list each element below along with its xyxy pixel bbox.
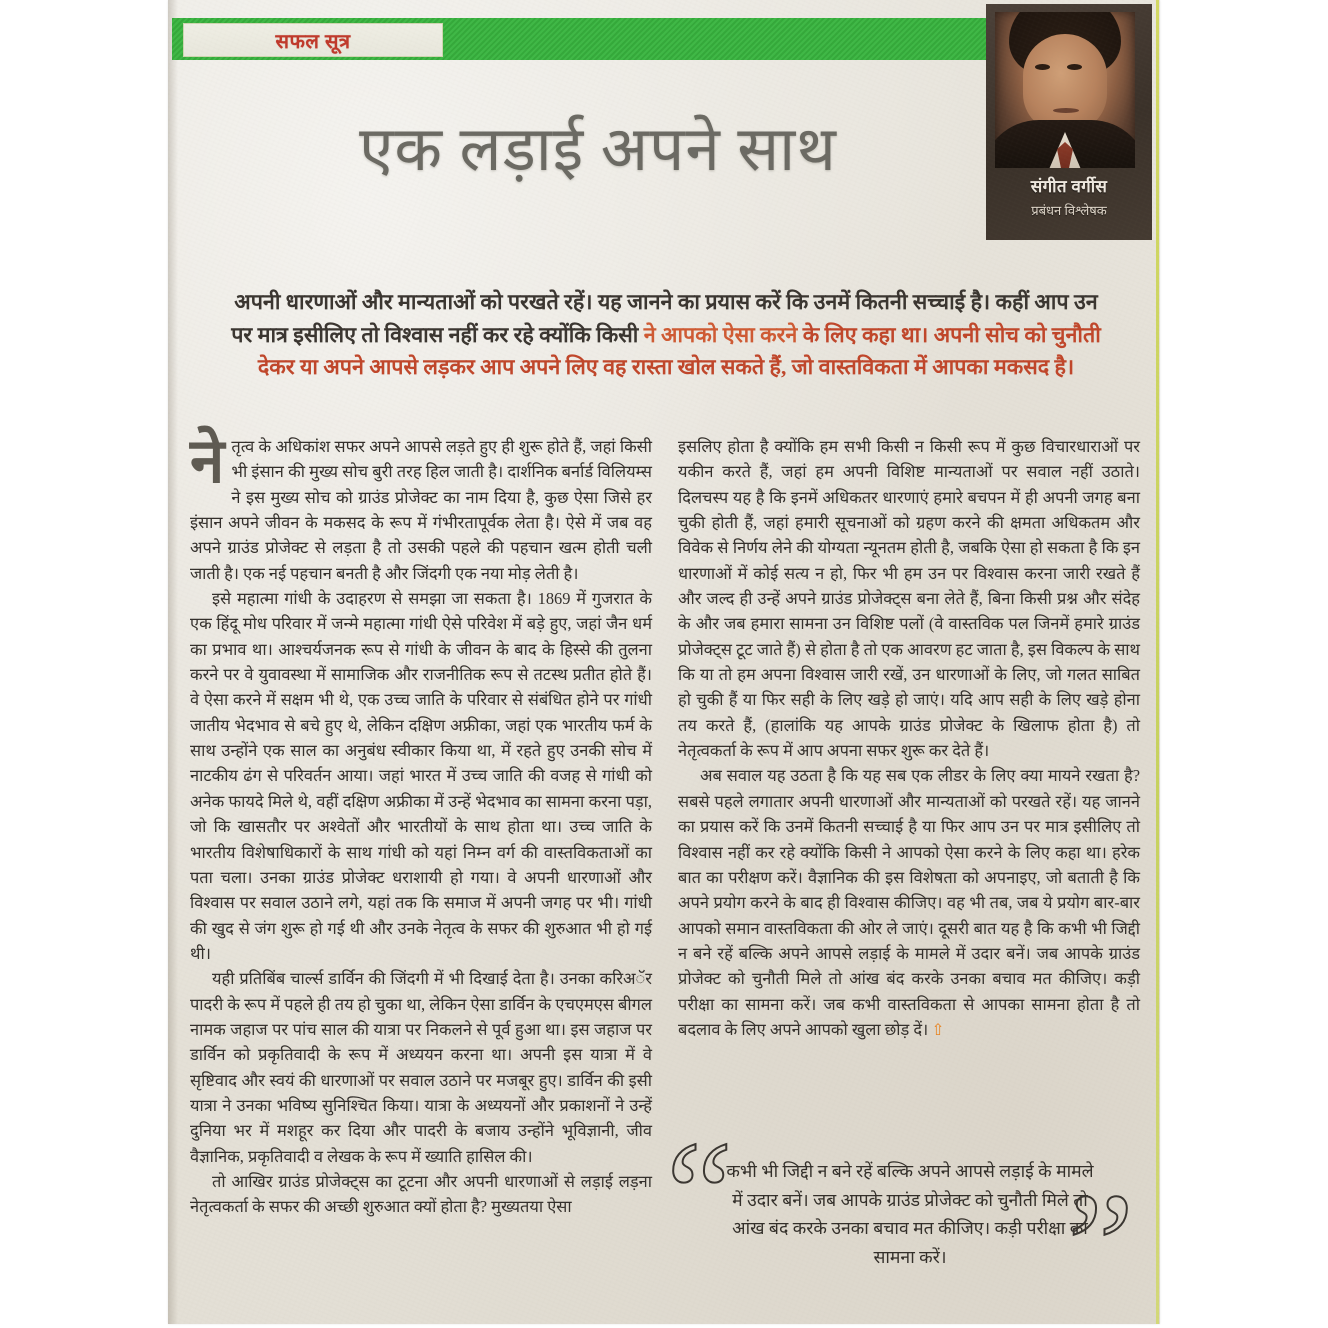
author-block [986, 4, 1152, 240]
standfirst-line-1: अपनी धारणाओं और मान्यताओं को परखते रहें। यह जानने का प्रयास करें कि उनमें कितनी सच्चाई है। [234, 290, 991, 314]
paragraph-1-text: तृत्व के अधिकांश सफर अपने आपसे लड़ते हुए ही शुरू होते हैं, जहां किसी भी इंसान की मुख्य सोच बुरी तरह हिल जाती है। दार्शनिक बर्नार्ड विलियम्स ने इस मुख्य सोच को ग्राउंड प्रोजेक्ट का नाम दिया है, कुछ ऐसा जिसे हर इंसान अपने जीवन के मकसद के रूप में गंभीरतापूर्वक लेता है। ऐसे में जब वह अपने ग्राउंड प्रोजेक्ट से लड़ता है तो उसकी पहले की पहचान खत्म होती चली जाती है। एक नई पहचान बनती है और जिंदगी एक नया मोड़ लेती है। [190, 437, 652, 583]
author-role: प्रबंधन विश्लेषक [1031, 203, 1107, 219]
end-mark-icon: ⇧ [931, 1021, 945, 1039]
paragraph-3: यही प्रतिबिंब चार्ल्स डार्विन की जिंदगी में भी दिखाई देता है। उनका करिअॅर पादरी के रूप में पहले ही तय हो चुका था, लेकिन ऐसा डार्विन के एचएमएस बीगल नामक जहाज पर पांच साल की यात्रा पर निकलने से पूर्व हुआ था। इस जहाज पर डार्विन को प्रकृतिवादी के रूप में अध्ययन करना था। अपनी इस यात्रा में वे सृष्टिवाद और स्वयं की धारणाओं पर सवाल उठाने पर मजबूर हुए। डार्विन की इसी यात्रा ने उनका भविष्य सुनिश्चित किया। यात्रा के अध्ययनों और प्रकाशनों ने उन्हें दुनिया भर में मशहूर कर दिया और पादरी के बजाय उन्होंने भूविज्ञानी, जीव वैज्ञानिक, प्रकृतिवादी व लेखक के रूप में ख्याति हासिल की। [190, 969, 652, 1166]
paragraph-5: इसलिए होता है क्योंकि हम सभी किसी न किसी रूप में कुछ विचारधाराओं पर यकीन करते हैं, जहां हम अपनी विशिष्ट मान्यताओं पर सवाल नहीं उठाते। दिलचस्प यह है कि इनमें अधिकतर धारणाएं हमारे बचपन में ही अपनी जगह बना चुकी होती हैं, जहां हमारी सूचनाओं को ग्रहण करने की क्षमता अधिकतम और विवेक से निर्णय लेने की योग्यता न्यूनतम होती है, जबकि ऐसा हो सकता है कि इन धारणाओं में कोई सत्य न हो, फिर भी हम उन पर विश्वास करना जारी रखते हैं और जल्द ही उन्हें अपने ग्राउंड प्रोजेक्ट्स बना लेते हैं, बिना किसी प्रश्न और संदेह के और जब हमारा सामना उन विशिष्ट पलों (वे वास्तविक पल जिनमें हमारे ग्राउंड प्रोजेक्ट्स टूट जाते हैं) से होता है तो एक आवरण हट जाता है, इस विकल्प के साथ कि या तो हम अपना विश्वास जारी रखें, उन धारणाओं के लिए, जो गलत साबित हो चुकी हैं या फिर सही के लिए खड़े हो जाएं। यदि आप सही के लिए खड़े होना तय करते हैं, (हालांकि यह आपके ग्राउंड प्रोजेक्ट के खिलाफ होता है) तो नेतृत्वकर्ता के रूप में आप अपना सफर शुरू कर देते हैं। [678, 437, 1140, 761]
body-column-left [190, 428, 652, 1304]
paragraph-1 [190, 428, 652, 586]
author-caption [986, 176, 1152, 219]
paragraph-4: तो आखिर ग्राउंड प्रोजेक्ट्स का टूटना और अपनी धारणाओं से लड़ाई लड़ना नेतृत्वकर्ता के सफर की अच्छी शुरुआत क्यों होता है? मुख्यतया ऐसा [190, 1171, 652, 1217]
standfirst-intro [226, 286, 1106, 384]
portrait-eye-right [1067, 64, 1082, 70]
portrait-face [1023, 34, 1107, 132]
page-gutter-shadow [168, 0, 178, 1324]
page-title: एक लड़ाई अपने साथ [359, 116, 837, 184]
drop-cap: ने [190, 428, 225, 496]
standfirst-line-2-dark: कहीं आप उन पर मात्र इसीलिए तो विश्वास नहीं कर रहे क्योंकि किसी [231, 290, 1098, 347]
author-portrait-photo [995, 12, 1135, 168]
author-name: संगीत वर्गीस [1030, 177, 1108, 196]
paragraph-6 [678, 763, 1140, 1043]
standfirst-line-2-highlight: ने आपको ऐसा करने [643, 322, 798, 347]
standfirst-line-4: वह रास्ता खोल सकते हैं, जो वास्तविकता में आपका मकसद है। [603, 355, 1075, 380]
section-kicker-plate [183, 23, 443, 57]
paragraph-2: इसे महात्मा गांधी के उदाहरण से समझा जा सकता है। 1869 में गुजरात के एक हिंदू मोध परिवार में जन्मे महात्मा गांधी ऐसे परिवेश में बड़े हुए, जहां जैन धर्म का प्रभाव था। आश्चर्यजनक रूप से गांधी के जीवन के बाद के हिस्से की तुलना करने पर वे युवावस्था में सामाजिक और राजनीतिक रूप से तटस्थ प्रतीत होते हैं। वे ऐसा करने में सक्षम भी थे, एक उच्च जाति के परिवार से संबंधित होने पर गांधी जातीय भेदभाव से बचे हुए थे, लेकिन दक्षिण अफ्रीका, जहां एक भारतीय फर्म के साथ उन्होंने एक साल का अनुबंध स्वीकार किया था, में रहते हुए उनकी सोच में नाटकीय ढंग से परिवर्तन आया। जहां भारत में उच्च जाति की वजह से गांधी को अनेक फायदे मिले थे, वहीं दक्षिण अफ्रीका में उन्हें भेदभाव का सामना करना पड़ा, जो कि खासतौर पर अश्वेतों और भारतीयों के साथ होता था। उच्च जाति के भारतीय विशेषाधिकारों के साथ गांधी को यहां निम्न वर्ग की वास्तविकताओं का पता चला। उनका ग्राउंड प्रोजेक्ट धराशायी हो गया। वे अपनी धारणाओं और विश्वास पर सवाल उठाने लगे, यहां तक कि समाज में अपनी जगह पर भी। गांधी की खुद से जंग शुरू हो गई थी और उनके नेतृत्व के सफर की शुरुआत भी हो गई थी। [190, 589, 652, 963]
page-trim-rule [1156, 0, 1159, 1324]
standfirst-line-3: के लिए कहा था। अपनी सोच को चुनौती देकर या अपने आपसे लड़कर आप अपने लिए [257, 322, 1101, 380]
quote-close-icon: ” [1067, 1163, 1134, 1324]
quote-open-icon: “ [666, 1111, 733, 1277]
section-kicker-label: सफल सूत्र [275, 30, 351, 53]
portrait-eye-left [1035, 64, 1050, 70]
portrait-mouth [1053, 108, 1079, 113]
pull-quote [666, 1111, 1138, 1324]
magazine-page [168, 0, 1160, 1324]
paragraph-6-text: अब सवाल यह उठता है कि यह सब एक लीडर के लिए क्या मायने रखता है? सबसे पहले लगातार अपनी धारणाओं और मान्यताओं को परखते रहें। यह जानने का प्रयास करें कि उनमें कितनी सच्चाई है या फिर आप उन पर मात्र इसीलिए तो विश्वास नहीं कर रहे क्योंकि किसी ने आपको ऐसा करने के लिए कहा था। हरेक बात का परीक्षण करें। वैज्ञानिक की इस विशेषता को अपनाइए, जो बताती है कि अपने प्रयोग करने के बाद ही विश्वास कीजिए। वह भी तब, जब ये प्रयोग बार-बार आपको समान वास्तविकता की ओर ले जाएं। दूसरी बात यह है कि कभी भी जिद्दी न बने रहें बल्कि अपने आपसे लड़ाई के मामले में उदार बनें। जब आपके ग्राउंड प्रोजेक्ट को चुनौती मिले तो आंख बंद करके उनका बचाव मत कीजिए। कड़ी परीक्षा का सामना करें। जब कभी वास्तविकता से आपका सामना होता है तो बदलाव के लिए अपने आपको खुला छोड़ दें। [678, 766, 1140, 1039]
pull-quote-text: कभी भी जिद्दी न बने रहें बल्कि अपने आपसे लड़ाई के मामले में उदार बनें। जब आपके ग्राउंड प्रोजेक्ट को चुनौती मिले तो आंख बंद करके उनका बचाव मत कीजिए। कड़ी परीक्षा का सामना करें। [726, 1161, 1094, 1267]
